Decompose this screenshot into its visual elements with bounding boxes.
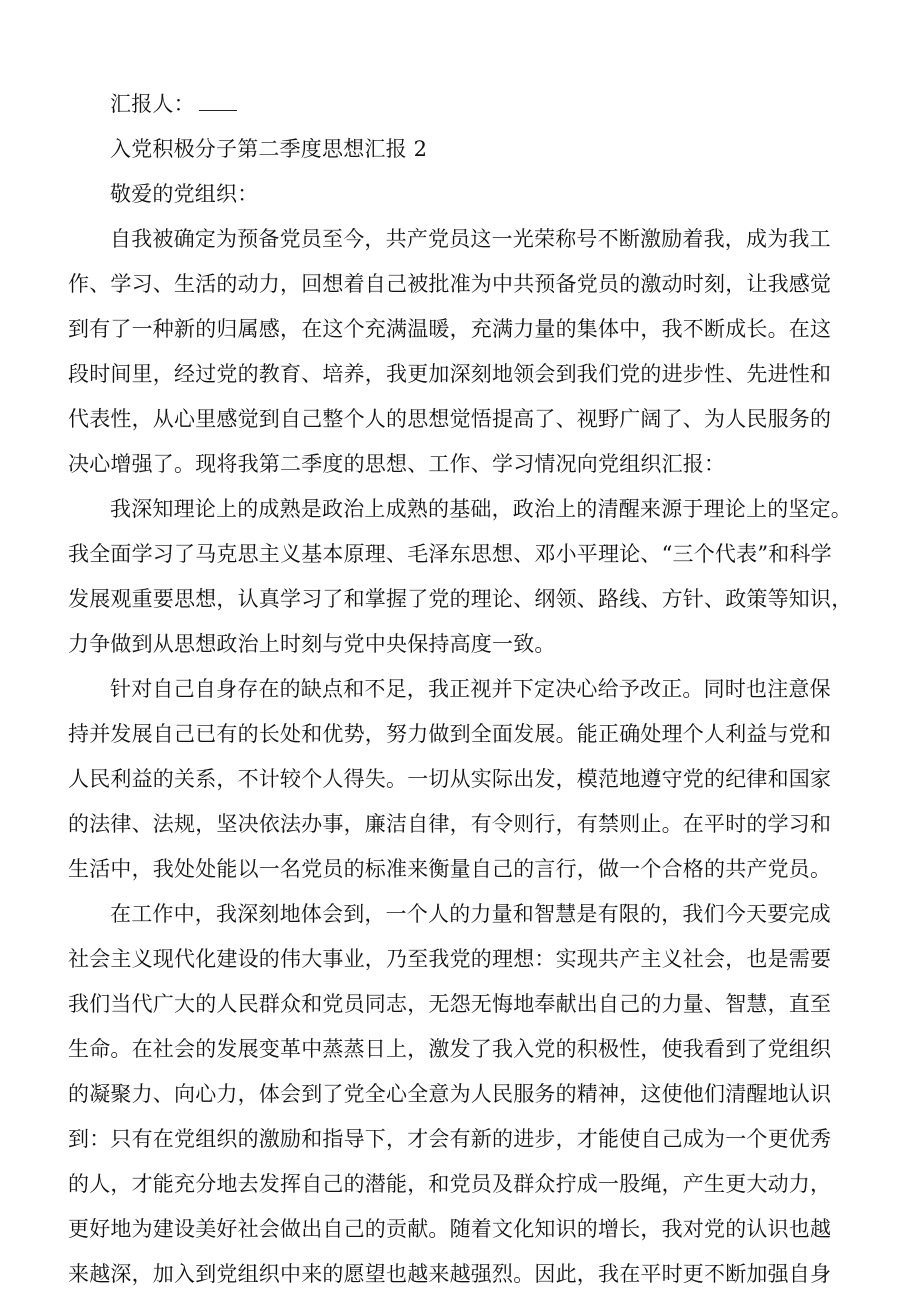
paragraph-line: 作、学习、生活的动力，回想着自己被批准为中共预备党员的激动时刻，让我感觉 bbox=[68, 272, 832, 296]
paragraph-line: 我全面学习了马克思主义基本原理、毛泽东思想、邓小平理论、“三个代表”和科学 bbox=[68, 542, 832, 566]
paragraph-line: 发展观重要思想，认真学习了和掌握了党的理论、纲领、路线、方针、政策等知识， bbox=[68, 587, 853, 611]
paragraph-line: 的人，才能充分地去发挥自己的潜能，和党员及群众拧成一股绳，产生更大动力， bbox=[68, 1172, 832, 1196]
paragraph-line: 到：只有在党组织的激励和指导下，才会有新的进步，才能使自己成为一个更优秀 bbox=[68, 1127, 832, 1151]
paragraph-line: 的凝聚力、向心力，体会到了党全心全意为人民服务的精神，这使他们清醒地认识 bbox=[68, 1082, 832, 1106]
paragraph bbox=[68, 892, 868, 1297]
paragraph-line: 来越深，加入到党组织中来的愿望也越来越强烈。因此，我在平时更不断加强自身 bbox=[68, 1262, 832, 1286]
paragraph-line: 社会主义现代化建设的伟大事业，乃至我党的理想：实现共产主义社会，也是需要 bbox=[68, 947, 832, 971]
reporter-line bbox=[68, 82, 868, 127]
document-title: 入党积极分子第二季度思想汇报 2 bbox=[110, 137, 428, 161]
paragraph-line: 人民利益的关系，不计较个人得失。一切从实际出发，模范地遵守党的纪律和国家 bbox=[68, 767, 832, 791]
paragraph-line: 力争做到从思想政治上时刻与党中央保持高度一致。 bbox=[68, 632, 556, 656]
paragraph bbox=[68, 667, 868, 892]
paragraph-line: 代表性，从心里感觉到自己整个人的思想觉悟提高了、视野广阔了、为人民服务的 bbox=[68, 407, 832, 431]
paragraph bbox=[68, 487, 868, 667]
paragraph-line: 我们当代广大的人民群众和党员同志，无怨无悔地奉献出自己的力量、智慧，直至 bbox=[68, 992, 832, 1016]
paragraph-line: 到有了一种新的归属感，在这个充满温暖，充满力量的集体中，我不断成长。在这 bbox=[68, 317, 832, 341]
paragraph-line: 自我被确定为预备党员至今，共产党员这一光荣称号不断激励着我，成为我工 bbox=[110, 227, 831, 251]
document-page bbox=[68, 82, 868, 1297]
paragraph-line: 我深知理论上的成熟是政治上成熟的基础，政治上的清醒来源于理论上的坚定。 bbox=[110, 497, 852, 521]
paragraph-line: 针对自己自身存在的缺点和不足，我正视并下定决心给予改正。同时也注意保 bbox=[110, 677, 831, 701]
paragraph-line: 更好地为建设美好社会做出自己的贡献。随着文化知识的增长，我对党的认识也越 bbox=[68, 1217, 832, 1241]
reporter-blank bbox=[199, 92, 237, 111]
paragraph-line: 生活中，我处处能以一名党员的标准来衡量自己的言行，做一个合格的共产党员。 bbox=[68, 857, 832, 881]
paragraph-line: 在工作中，我深刻地体会到，一个人的力量和智慧是有限的，我们今天要完成 bbox=[110, 902, 831, 926]
paragraph-line: 段时间里，经过党的教育、培养，我更加深刻地领会到我们党的进步性、先进性和 bbox=[68, 362, 832, 386]
paragraph-line: 的法律、法规，坚决依法办事，廉洁自律，有令则行，有禁则止。在平时的学习和 bbox=[68, 812, 832, 836]
paragraph-line: 决心增强了。现将我第二季度的思想、工作、学习情况向党组织汇报： bbox=[68, 452, 726, 476]
paragraph-line: 持并发展自己已有的长处和优势，努力做到全面发展。能正确处理个人利益与党和 bbox=[68, 722, 832, 746]
paragraph bbox=[68, 217, 868, 487]
body-paragraphs bbox=[68, 217, 868, 1297]
paragraph-line: 生命。在社会的发展变革中蒸蒸日上，激发了我入党的积极性，使我看到了党组织 bbox=[68, 1037, 832, 1061]
reporter-label: 汇报人： bbox=[110, 92, 195, 116]
salutation: 敬爱的党组织： bbox=[110, 182, 259, 206]
